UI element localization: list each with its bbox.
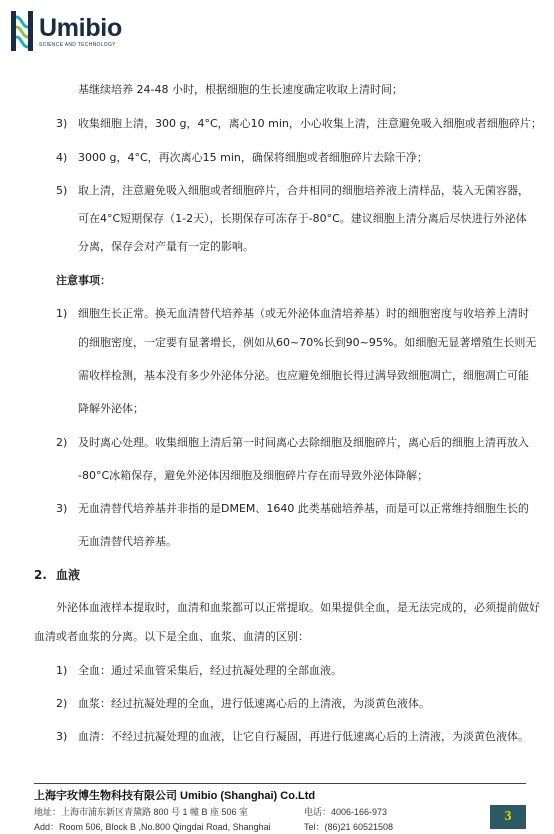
step5-line: 可在4°C短期保存（1-2天），长期保存可冻存于-80°C。建议细胞上清分离后尽快进行外泌体: [78, 212, 527, 225]
section-number: 2.: [34, 568, 47, 582]
step-number: 4): [56, 151, 68, 164]
notes-heading: 注意事项：: [56, 274, 111, 287]
page-number: 3: [490, 805, 526, 829]
header-logo: [10, 6, 122, 56]
note2-line: -80°C冰箱保存，避免外泌体因细胞及细胞碎片存在而导致外泌体降解；: [78, 469, 429, 482]
note-number: 3): [56, 502, 68, 515]
footer-tel-en: Tel：(86)21 60521508: [304, 822, 394, 832]
note-number: 1): [56, 307, 68, 320]
note1-line: 需收样检测，基本没有多少外泌体分泌。也应避免细胞长得过满导致细胞凋亡，细胞凋亡可能: [78, 369, 529, 382]
footer-address-en: Add：Room 506, Block B ,No.800 Qingdai Road, Shanghai: [34, 822, 271, 832]
step3-text: 收集细胞上清，300 g，4°C，离心10 min，小心收集上清，注意避免吸入细胞或者细胞碎片；: [78, 117, 542, 130]
note-number: 2): [56, 436, 68, 449]
step-number: 3): [56, 117, 68, 130]
note3-line: 无血清替代培养基。: [78, 535, 177, 548]
blood-item-text: 血浆：经过抗凝处理的全血，进行低速离心后的上清液，为淡黄色液体。: [78, 697, 430, 710]
note1-line: 降解外泌体；: [78, 402, 144, 415]
step5-line: 取上清，注意避免吸入细胞或者细胞碎片，合并相同的细胞培养液上清样品，装入无菌容器，: [78, 184, 529, 197]
logo-subtitle: SCIENCE AND TECHNOLOGY: [39, 41, 116, 48]
section-intro-line: 外泌体血液样本提取时，血清和血浆都可以正常提取。如果提供全血，是无法完成的，必须提前做好: [56, 601, 540, 614]
section-intro-line: 血清或者血浆的分离。以下是全血、血浆、血清的区别：: [34, 630, 309, 643]
blood-item-number: 3): [56, 730, 68, 743]
footer-divider: [34, 783, 526, 784]
step5-line: 分离，保存会对产量有一定的影响。: [78, 240, 254, 253]
blood-item-text: 全血：通过采血管采集后，经过抗凝处理的全部血液。: [78, 664, 342, 677]
section-title: 血液: [56, 568, 81, 582]
footer-company: 上海宇玫博生物科技有限公司 Umibio (Shanghai) Co.Ltd: [34, 790, 316, 802]
step-number: 5): [56, 184, 68, 197]
note3-line: 无血清替代培养基并非指的是DMEM、1640 此类基础培养基，而是可以正常维持细胞生长的: [78, 502, 529, 515]
blood-item-number: 2): [56, 697, 68, 710]
step2-continuation: 基继续培养 24-48 小时，根据细胞的生长速度确定收取上清时间；: [78, 83, 403, 96]
note2-line: 及时离心处理。收集细胞上清后第一时间离心去除细胞及细胞碎片，离心后的细胞上清再放入: [78, 436, 529, 449]
note1-line: 细胞生长正常。换无血清替代培养基（或无外泌体血清培养基）时的细胞密度与收培养上清时: [78, 307, 529, 320]
logo-name: Umibio: [39, 13, 122, 42]
step4-text: 3000 g，4°C，再次离心15 min，确保将细胞或者细胞碎片去除干净；: [78, 151, 428, 164]
footer-address-cn: 地址：上海市浦东新区青黛路 800 号 1 幢 B 座 506 室: [34, 807, 249, 817]
note1-line: 的细胞密度，一定要有显著增长，例如从60~70%长到90~95%。如细胞无显著增殖生长则无: [78, 336, 537, 349]
blood-item-text: 血清：不经过抗凝处理的血液，让它自行凝固，再进行低速离心后的上清液，为淡黄色液体。: [78, 730, 529, 743]
blood-item-number: 1): [56, 664, 68, 677]
footer-phone-cn: 电话：4006-166-973: [304, 807, 388, 817]
umibio-logo-icon: [10, 9, 34, 53]
